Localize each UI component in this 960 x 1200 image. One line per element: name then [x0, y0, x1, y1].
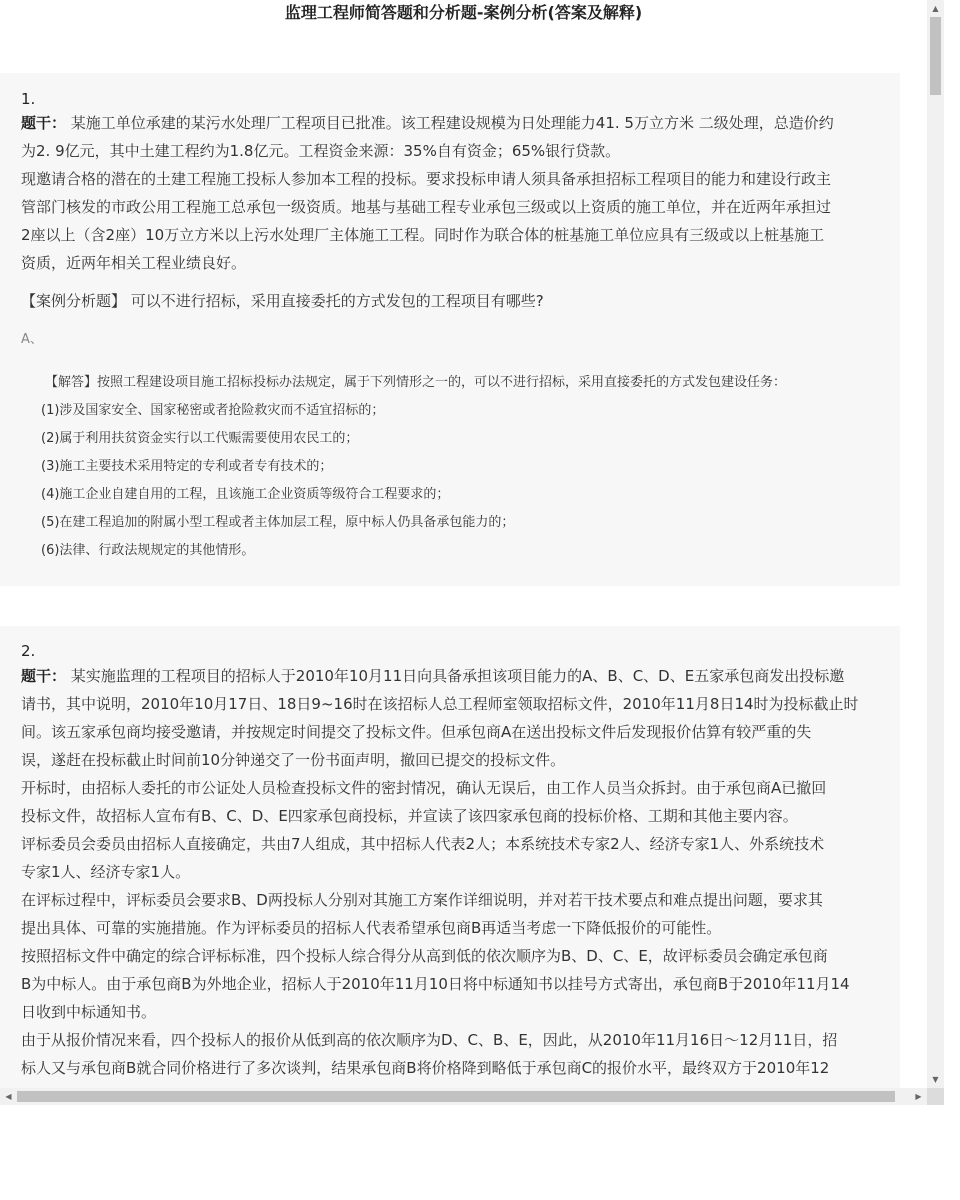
question-stem: [21, 109, 889, 277]
horizontal-scrollbar[interactable]: [0, 1088, 927, 1105]
stem-line: 评标委员会委员由招标人直接确定，共由7人组成，其中招标人代表2人；本系统技术专家2人、经济专家1人、外系统技术: [21, 835, 825, 853]
stem-line: 开标时，由招标人委托的市公证处人员检查投标文件的密封情况，确认无误后，由工作人员当众拆封。由于承包商A已撤回: [21, 779, 827, 797]
stem-line: 2座以上（含2座）10万立方米以上污水处理厂主体施工工程。同时作为联合体的桩基施工单位应具有三级或以上桩基施工: [21, 226, 825, 244]
vertical-scrollbar[interactable]: [927, 0, 944, 1088]
question-stem: [21, 662, 889, 1082]
explanation-item: (3)施工主要技术采用特定的专利或者专有技术的；: [41, 459, 333, 474]
question-number: 2.: [21, 642, 36, 660]
scroll-up-arrow-icon[interactable]: ▲: [932, 4, 939, 13]
stem-line: 在评标过程中，评标委员会要求B、D两投标人分别对其施工方案作详细说明，并对若干技术要点和难点提出问题，要求其: [21, 891, 823, 909]
stem-line: [21, 662, 889, 690]
stem-line: 资质，近两年相关工程业绩良好。: [21, 254, 247, 272]
stem-line: 请书，其中说明，2010年10月17日、18日9~16时在该招标人总工程师室领取招标文件，2010年11月8日14时为投标截止时: [21, 695, 859, 713]
question-number: 1.: [21, 90, 36, 108]
stem-line: 由于从报价情况来看，四个投标人的报价从低到高的依次顺序为D、C、B、E，因此，从2010年11月16日～12月11日，招: [21, 1031, 838, 1049]
stem-line: 间。该五家承包商均接受邀请，并按规定时间提交了投标文件。但承包商A在送出投标文件后发现报价估算有较严重的失: [21, 723, 812, 741]
scroll-right-arrow-icon[interactable]: ▶: [915, 1092, 922, 1101]
stem-line: 为2. 9亿元，其中土建工程约为1.8亿元。工程资金来源：35%自有资金；65%银行贷款。: [21, 142, 621, 160]
scroll-down-arrow-icon[interactable]: ▼: [932, 1075, 939, 1084]
stem-line: 管部门核发的市政公用工程施工总承包一级资质。地基与基础工程专业承包三级或以上资质的施工单位，并在近两年承担过: [21, 198, 832, 216]
option-a[interactable]: A、: [21, 332, 43, 347]
stem-label: 题干：: [21, 667, 67, 685]
stem-line: 日收到中标通知书。: [21, 1003, 157, 1021]
question-prompt: 【案例分析题】 可以不进行招标，采用直接委托的方式发包的工程项目有哪些?: [21, 292, 544, 310]
stem-line: 标人又与承包商B就合同价格进行了多次谈判，结果承包商B将价格降到略低于承包商C的报价水平，最终双方于2010年12: [21, 1059, 830, 1077]
stem-line: 专家1人、经济专家1人。: [21, 863, 191, 881]
stem-text: 某实施监理的工程项目的招标人于2010年10月11日向具备承担该项目能力的A、B、C、D、E五家承包商发出投标邀: [70, 667, 845, 685]
answer-explanation: [41, 369, 881, 565]
stem-line: B为中标人。由于承包商B为外地企业，招标人于2010年11月10日将中标通知书以挂号方式寄出，承包商B于2010年11月14: [21, 975, 850, 993]
explanation-item: (4)施工企业自建自用的工程，且该施工企业资质等级符合工程要求的；: [41, 487, 450, 502]
vertical-scroll-thumb[interactable]: [930, 17, 941, 95]
explanation-item: (2)属于利用扶贫资金实行以工代赈需要使用农民工的；: [41, 431, 359, 446]
stem-line: 按照招标文件中确定的综合评标标准，四个投标人综合得分从高到低的依次顺序为B、D、C、E，故评标委员会确定承包商: [21, 947, 828, 965]
scroll-left-arrow-icon[interactable]: ◀: [5, 1092, 12, 1101]
question-card-1: [0, 73, 900, 586]
question-card-2: [0, 626, 900, 1088]
page-title: 监理工程师简答题和分析题-案例分析(答案及解释): [284, 3, 643, 22]
scrollbar-corner: [927, 1088, 944, 1105]
explanation-item: (1)涉及国家安全、国家秘密或者抢险救灾而不适宜招标的；: [41, 403, 385, 418]
stem-text: 某施工单位承建的某污水处理厂工程项目已批准。该工程建设规模为日处理能力41. 5万立方米 二级处理，总造价约: [70, 114, 834, 132]
explanation-item: (6)法律、行政法规规定的其他情形。: [41, 543, 255, 558]
horizontal-scroll-thumb[interactable]: [17, 1091, 895, 1102]
stem-line: 提出具体、可靠的实施措施。作为评标委员的招标人代表希望承包商B再适当考虑一下降低报价的可能性。: [21, 919, 722, 937]
stem-label: 题干：: [21, 114, 67, 132]
explanation-heading: 【解答】按照工程建设项目施工招标投标办法规定，属于下列情形之一的，可以不进行招标，采用直接委托的方式发包建设任务：: [45, 375, 787, 390]
stem-line: 投标文件，故招标人宣布有B、C、D、E四家承包商投标，并宣读了该四家承包商的投标价格、工期和其他主要内容。: [21, 807, 798, 825]
stem-line: [21, 109, 889, 137]
explanation-item: (5)在建工程追加的附属小型工程或者主体加层工程，原中标人仍具备承包能力的；: [41, 515, 515, 530]
stem-line: 误，遂赶在投标截止时间前10分钟递交了一份书面声明，撤回已提交的投标文件。: [21, 751, 566, 769]
stem-line: 现邀请合格的潜在的土建工程施工投标人参加本工程的投标。要求投标申请人须具备承担招标工程项目的能力和建设行政主: [21, 170, 832, 188]
